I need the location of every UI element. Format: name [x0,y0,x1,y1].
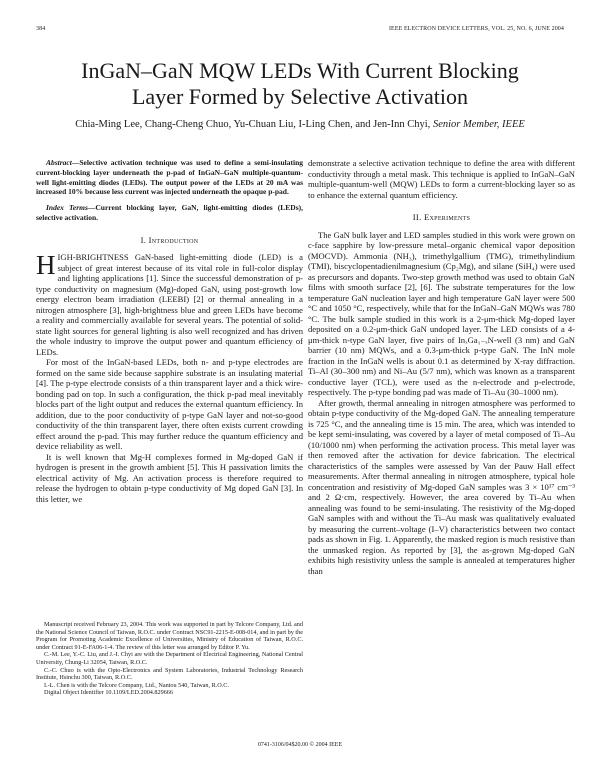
intro-paragraph-2: For most of the InGaN-based LEDs, both n- and p-type electrodes are formed on the same side because sapphire substrate is an insulating material [4]. The p-type electrode consists of a thin transparent layer and a thick wire-bonding pad on top. In such a configuration, the thick p-pad meal inevitably blocks part of the light output and reduces the external quantum efficiency. In addition, due to the poor conductivity of p-type GaN layer and not-so-good conductivity of the thin transparent layer, there often exists current crowding effect around the p-pad. This may further reduce the quantum efficiency and device reliability as well. [36,357,303,452]
author-line [20,119,580,130]
journal-header: IEEE ELECTRON DEVICE LETTERS, VOL. 25, NO. 6, JUNE 2004 [388,26,564,32]
intro-continuation: demonstrate a selective activation technique to define the area with different conductivity through a metal mask. This technique is applied to InGaN–GaN multiple-quantum-well (MQW) LEDs to form a current-blocking layer so as to enhance the external quantum efficiency. [308,158,575,200]
intro-paragraph-3: It is well known that Mg-H complexes formed in Mg-doped GaN if hydrogen is present in the growth ambient [5]. This H passivation limits the electrical activity of Mg. An activation process is therefore required to release the hydrogen to obtain p-type conductivity of Mg doped GaN [3]. In this letter, we [36,451,303,504]
footnote-manuscript: Manuscript received February 23, 2004. This work was supported in part by Telcore Company, Ltd. and the National Science Council of Taiwan, R.O.C. under Contract NSC91-2215-E-008-014, and in part by the Program for Promoting Academic Excellence of Universities, Ministry of Education of Taiwan, R.O.C. under Contract 91-E-FA06-1-4. The review of this letter was arranged by Editor P. Yu. [36,621,303,651]
section-heading-introduction [36,235,303,246]
title-line-2: Layer Formed by Selective Activation [131,84,468,109]
section-number: II. [412,212,424,222]
author-role: Senior Member, IEEE [432,119,525,130]
intro-paragraph-1-text: IGH-BRIGHTNESS GaN-based light-emitting diode (LED) is a subject of great interest because of its vital role in full-color display and lighting applications [1]. Since the successful demonstration of p-type conductivity on magnesium (Mg)-doped GaN, using post-growth low energy electron beam irradiation (LEEBI) [2] or thermal annealing in a nitrogen atmosphere [3], high-brightness blue and green LEDs have become a reality and commercially available for several years. The potential of solid-state light sources for general lighting is also well recognized and has driven the whole industry to improve the output power and quantum efficiency of LEDs. [36,252,303,357]
experiments-paragraph-2: After growth, thermal annealing in nitrogen atmosphere was performed to obtain p-type conductivity of the Mg-doped GaN. The annealing temperature is 725 °C, and the annealing time is 15 min. The area, which was intended to be kept semi-insulating, was covered by a layer of metal composed of Ti–Au (10/1000 nm) when performing the activation process. This metal layer was then removed after the activation for device fabrication. The electrical characteristics of the samples were assessed by Van der Pauw Hall effect measurements. After thermal annealing in nitrogen atmosphere, typical hole concentration and resistivity of Mg-doped GaN samples was 3 × 10¹⁷ cm⁻³ and 2 Ω·cm, respectively. However, the area covered by Ti–Au when annealing was found to be semi-insulating. The resistivity of the Mg-doped GaN samples with and without the Ti–Au mask was qualitatively evaluated by measuring the current–voltage (I–V) characteristics between two contact pads as shown in Fig. 1. Apparently, the masked region is much resistive than the unmasked region. As reported by [3], the as-grown Mg-doped GaN exhibits high resistivity unless the sample is annealed at temperatures higher than [308,397,575,576]
footnote-affiliation-3: I.-L. Chen is with the Telcore Company, Ltd., Nantou 540, Taiwan, R.O.C. [44,681,229,689]
abstract-text: Selective activation technique was used to define a semi-insulating current-blocking layer underneath the p-pad of InGaN–GaN multiple-quantum-well light-emitting diodes (LEDs). The output power of the LEDs at 20 mA was increased 10% because less current was injected underneath the opaque p-pad. [36,158,303,197]
title-line-1: InGaN–GaN MQW LEDs With Current Blocking [81,58,519,83]
index-terms-text: Current blocking layer, GaN, light-emitting diodes (LEDs), selective activation. [36,203,303,222]
intro-paragraph-1 [36,252,303,357]
right-column [308,158,575,576]
section-title: Experiments [424,212,471,222]
page-number: 384 [36,26,46,32]
copyright-line: 0741-3106/04$20.00 © 2004 IEEE [257,742,343,748]
index-terms [36,203,303,223]
footnote-affiliation-1: C.-M. Lee, Y.-C. Liu, and J.-I. Chyi are with the Department of Electrical Engineering, National Central University, Chung-Li 32054, Taiwan, R.O.C. [36,651,303,666]
abstract-label: Abstract— [46,158,80,167]
author-names: Chia-Ming Lee, Chang-Cheng Chuo, Yu-Chuan Liu, I-Ling Chen, and Jen-Inn Chyi, [75,119,431,130]
section-title: Introduction [148,234,199,245]
footnotes [36,621,303,697]
abstract [36,158,303,197]
footnote-doi: Digital Object Identifier 10.1109/LED.2004.829666 [44,689,173,697]
footnote-affiliation-2: C.-C. Chuo is with the Opto-Electronics and System Laboratories, Industrial Technology Research Institute, Hsinchu 300, Taiwan, R.O.C. [36,666,303,682]
running-head [36,26,564,36]
drop-cap: H [36,250,56,281]
left-column [36,158,303,504]
experiments-paragraph-1: The GaN bulk layer and LED samples studied in this work were grown on c-face sapphire by low-pressure metal–organic chemical vapor deposition (MOCVD). Ammonia (NH₃), trimethylgallium (TMG), trimethylindium (TMI), biscyclopentadienilmagnesium (Cp₂Mg), and silane (SiH₄) were used as precursors and dopants. Two-step growth method was used to obtain GaN films with smooth surface [2], [6]. The substrate temperatures for the low temperature GaN nucleation layer and high temperature GaN layer were 500 °C and 1050 °C, respectively, while that for the InGaN–GaN MQWs was 780 °C. The bulk sample studied in this work is a 2-μm-thick Mg-doped layer deposited on a 0.2-μm-thick GaN undoped layer. The LED consists of a 4-μm-thick n-type GaN layer, five pairs of InₓGa₁₋ₓN-well (3 nm) and GaN barrier (10 nm) MQWs, and a 0.3-μm-thick p-type GaN. The InN mole fraction in the InGaN wells is about 0.1 as determined by X-ray diffraction. Ti–Al (30–300 nm) and Ni–Au (5/7 nm), which was known as a transparent conductive layer (TCL), were used as the n-electrode and p-electrode, respectively. The p-type bonding pad was made of Ti–Au (30–1000 nm). [308,229,575,397]
paper-title [20,58,580,110]
section-number: I. [140,234,149,245]
index-terms-label: Index Terms— [46,203,96,213]
section-heading-experiments [308,212,575,223]
